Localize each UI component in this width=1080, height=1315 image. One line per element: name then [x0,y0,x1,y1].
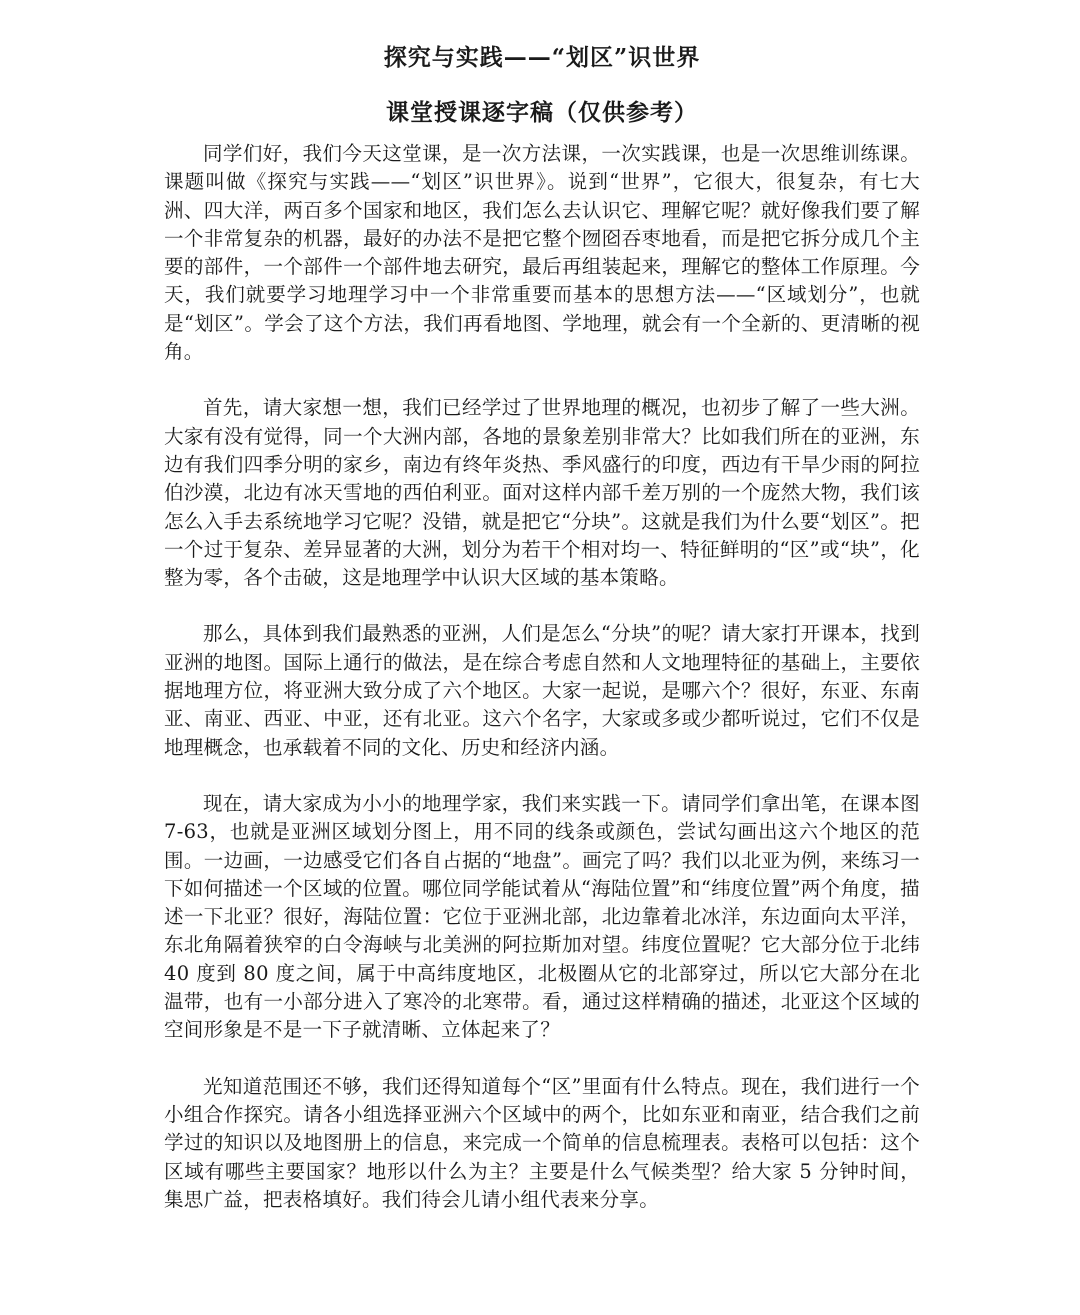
document-subtitle: 课堂授课逐字稿（仅供参考） [386,99,698,126]
document-title: 探究与实践——“划区”识世界 [383,44,701,71]
document-body [164,140,920,1214]
paragraph-practice-north-asia: 现在，请大家成为小小的地理学家，我们来实践一下。请同学们拿出笔，在课本图 7-63，也就是亚洲区域划分图上，用不同的线条或颜色，尝试勾画出这六个地区的范围。一边画，一边感受它们各自占据的“地盘”。画完了吗？我们以北亚为例，来练习一下如何描述一个区域的位置。哪位同学能试着从“海陆位置”和“纬度位置”两个角度，描述一下北亚？很好，海陆位置：它位于亚洲北部，北边靠着北冰洋，东边面向太平洋，东北角隔着狭窄的白令海峡与北美洲的阿拉斯加对望。纬度位置呢？它大部分位于北纬 40 度到 80 度之间，属于中高纬度地区，北极圈从它的北部穿过，所以它大部分在北温带，也有一小部分进入了寒冷的北寒带。看，通过这样精确的描述，北亚这个区域的空间形象是不是一下子就清晰、立体起来了？ [164,791,920,1042]
paragraph-group-inquiry: 光知道范围还不够，我们还得知道每个“区”里面有什么特点。现在，我们进行一个小组合作探究。请各小组选择亚洲六个区域中的两个，比如东亚和南亚，结合我们之前学过的知识以及地图册上的信息，来完成一个简单的信息梳理表。表格可以包括：这个区域有哪些主要国家？地形以什么为主？主要是什么气候类型？给大家 5 分钟时间，集思广益，把表格填好。我们待会儿请小组代表来分享。 [164,1074,920,1211]
paragraph-why-divide: 首先，请大家想一想，我们已经学过了世界地理的概况，也初步了解了一些大洲。大家有没有觉得，同一个大洲内部，各地的景象差别非常大？比如我们所在的亚洲，东边有我们四季分明的家乡，南边有终年炎热、季风盛行的印度，西边有干旱少雨的阿拉伯沙漠，北边有冰天雪地的西伯利亚。面对这样内部千差万别的一个庞然大物，我们该怎么入手去系统地学习它呢？没错，就是把它“分块”。这就是我们为什么要“划区”。把一个过于复杂、差异显著的大洲，划分为若干个相对均一、特征鲜明的“区”或“块”，化整为零，各个击破，这是地理学中认识大区域的基本策略。 [164,396,920,590]
paragraph-asia-six-regions: 那么，具体到我们最熟悉的亚洲，人们是怎么“分块”的呢？请大家打开课本，找到亚洲的地图。国际上通行的做法，是在综合考虑自然和人文地理特征的基础上，主要依据地理方位，将亚洲大致分成了六个地区。大家一起说，是哪六个？很好，东亚、东南亚、南亚、西亚、中亚，还有北亚。这六个名字，大家或多或少都听说过，它们不仅是地理概念，也承载着不同的文化、历史和经济内涵。 [164,622,920,759]
paragraph-intro: 同学们好，我们今天这堂课，是一次方法课，一次实践课，也是一次思维训练课。课题叫做《探究与实践——“划区”识世界》。说到“世界”，它很大，很复杂，有七大洲、四大洋，两百多个国家和地区，我们怎么去认识它、理解它呢？就好像我们要了解一个非常复杂的机器，最好的办法不是把它整个囫囵吞枣地看，而是把它拆分成几个主要的部件，一个部件一个部件地去研究，最后再组装起来，理解它的整体工作原理。今天，我们就要学习地理学习中一个非常重要而基本的思想方法——“区域划分”，也就是“划区”。学会了这个方法，我们再看地图、学地理，就会有一个全新的、更清晰的视角。 [164,142,920,364]
